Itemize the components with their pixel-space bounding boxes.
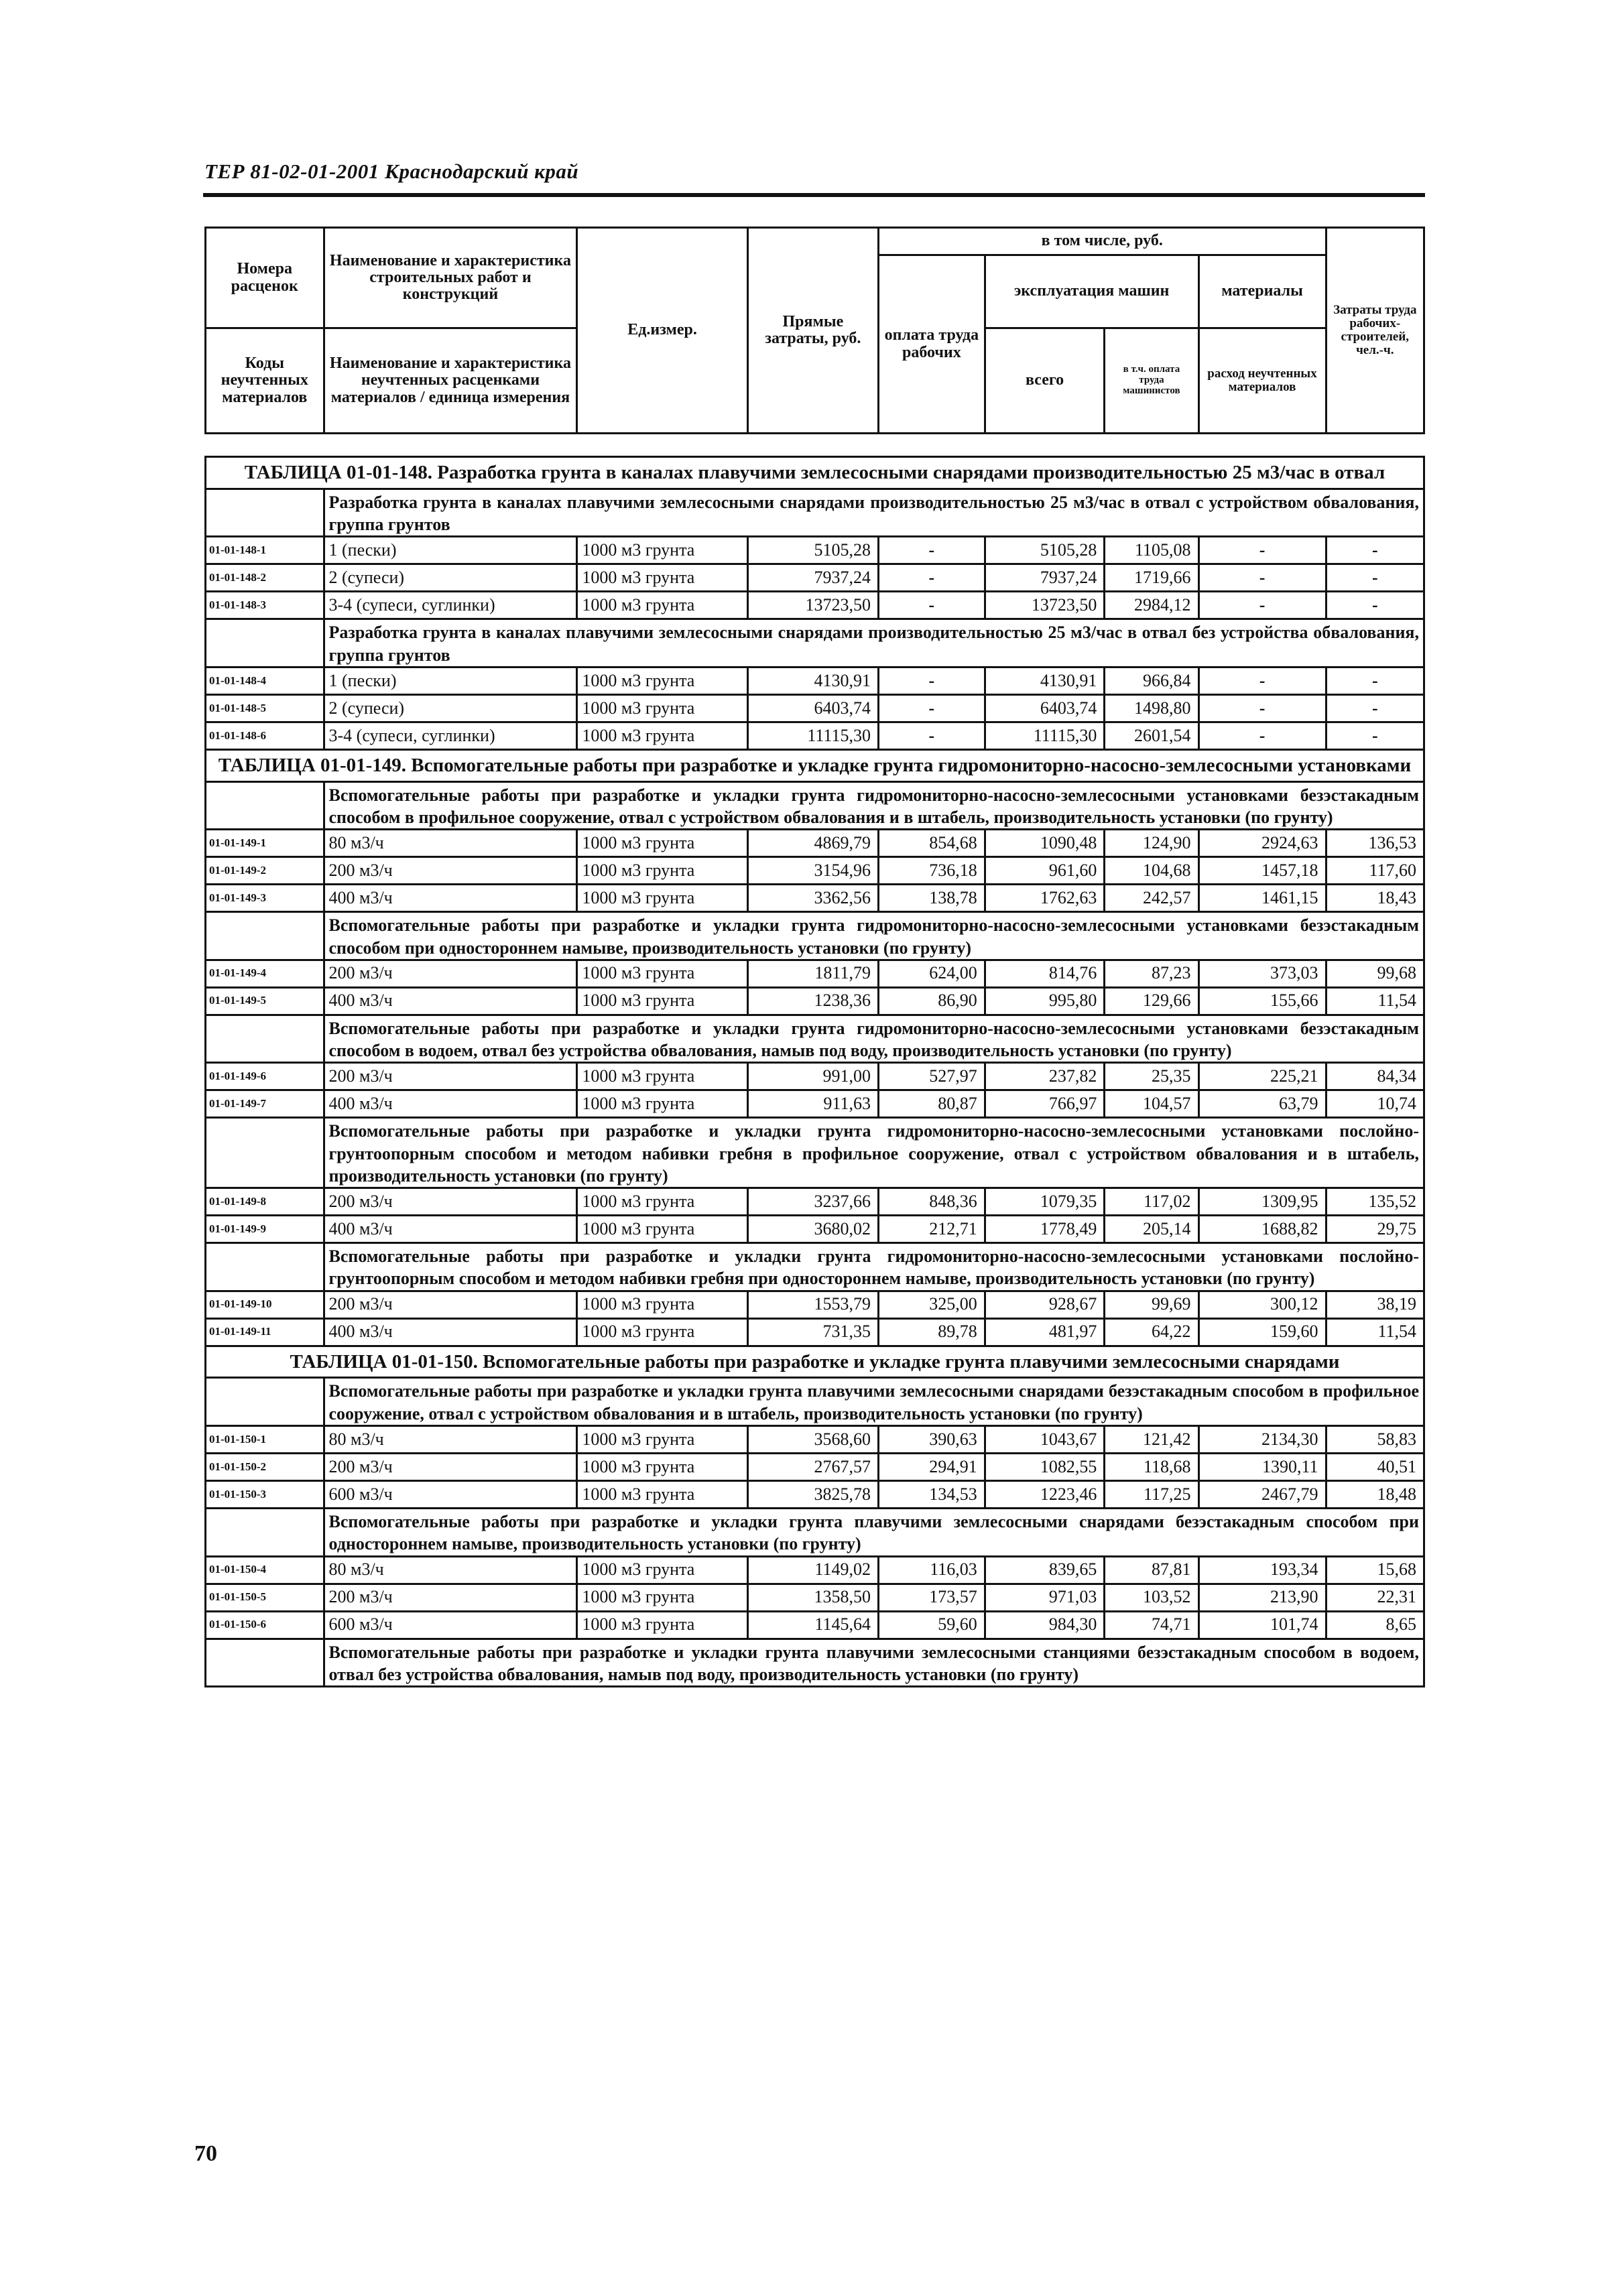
machines-total: 1079,35 — [985, 1188, 1105, 1216]
work-name: 1 (пески) — [324, 667, 577, 694]
materials-cost: 101,74 — [1198, 1611, 1326, 1639]
machines-total: 1090,48 — [985, 830, 1105, 857]
direct-costs: 3362,56 — [747, 885, 878, 912]
unit-of-measure: 1000 м3 грунта — [577, 564, 747, 592]
direct-costs: 11115,30 — [747, 722, 878, 749]
materials-cost: 1390,11 — [1198, 1454, 1326, 1481]
header-including: в том числе, руб. — [878, 228, 1326, 255]
labor-cost: - — [1326, 722, 1424, 749]
materials-cost: 2134,30 — [1198, 1426, 1326, 1454]
group-code-cell — [206, 1118, 324, 1188]
materials-cost: 2467,79 — [1198, 1481, 1326, 1509]
labor-cost: 11,54 — [1326, 1318, 1424, 1346]
table-row — [206, 1090, 1424, 1118]
machinist-wage: 103,52 — [1105, 1584, 1198, 1611]
machines-total: 1778,49 — [985, 1216, 1105, 1243]
direct-costs: 5105,28 — [747, 537, 878, 564]
direct-costs: 991,00 — [747, 1063, 878, 1090]
machinist-wage: 74,71 — [1105, 1611, 1198, 1639]
work-name: 200 м3/ч — [324, 1063, 577, 1090]
unit-of-measure: 1000 м3 грунта — [577, 694, 747, 722]
group-description: Вспомогательные работы при разработке и укладки грунта гидромониторно-насосно-землесосными установками безэстакадным способом в профильное сооружение, отвал с устройством обвалования и в штабель, производительность установки (по грунту) — [324, 781, 1424, 830]
labor-cost: 135,52 — [1326, 1188, 1424, 1216]
machinist-wage: 242,57 — [1105, 885, 1198, 912]
unit-of-measure: 1000 м3 грунта — [577, 537, 747, 564]
labor-cost: - — [1326, 564, 1424, 592]
table-row — [206, 1291, 1424, 1318]
table-row — [206, 1063, 1424, 1090]
machinist-wage: 2601,54 — [1105, 722, 1198, 749]
direct-costs: 3154,96 — [747, 857, 878, 885]
unit-of-measure: 1000 м3 грунта — [577, 592, 747, 619]
machinist-wage: 1498,80 — [1105, 694, 1198, 722]
materials-cost: 193,34 — [1198, 1556, 1326, 1584]
group-description: Вспомогательные работы при разработке и укладки грунта гидромониторно-насосно-землесосными установками безэстакадным способом при одностороннем намыве, производительность установки (по грунту) — [324, 912, 1424, 960]
worker-wage: 86,90 — [878, 987, 985, 1015]
group-row — [206, 619, 1424, 667]
worker-wage: - — [878, 667, 985, 694]
worker-wage: 116,03 — [878, 1556, 985, 1584]
group-row — [206, 781, 1424, 830]
direct-costs: 1358,50 — [747, 1584, 878, 1611]
table-section-title — [206, 457, 1424, 489]
header-code-bottom: Коды неучтенных материалов — [206, 328, 324, 434]
worker-wage: 59,60 — [878, 1611, 985, 1639]
machinist-wage: 966,84 — [1105, 667, 1198, 694]
table-section-title — [206, 1346, 1424, 1378]
direct-costs: 13723,50 — [747, 592, 878, 619]
machines-total: 1082,55 — [985, 1454, 1105, 1481]
machinist-wage: 121,42 — [1105, 1426, 1198, 1454]
running-header: ТЕР 81-02-01-2001 Краснодарский край — [204, 160, 579, 183]
table-row — [206, 592, 1424, 619]
group-row — [206, 489, 1424, 537]
worker-wage: 527,97 — [878, 1063, 985, 1090]
unit-of-measure: 1000 м3 грунта — [577, 987, 747, 1015]
machines-total: 961,60 — [985, 857, 1105, 885]
materials-cost: - — [1198, 592, 1326, 619]
unit-of-measure: 1000 м3 грунта — [577, 1318, 747, 1346]
table-row — [206, 667, 1424, 694]
header-unit: Ед.измер. — [577, 228, 747, 434]
header-machines-total: всего — [985, 328, 1105, 434]
table-row — [206, 987, 1424, 1015]
table-row — [206, 1556, 1424, 1584]
machines-total: 1223,46 — [985, 1481, 1105, 1509]
machinist-wage: 25,35 — [1105, 1063, 1198, 1090]
work-name: 2 (супеси) — [324, 694, 577, 722]
rate-code: 01-01-148-5 — [206, 694, 324, 722]
header-machinist-wage: в т.ч. оплата труда машинистов — [1105, 328, 1198, 434]
group-description: Вспомогательные работы при разработке и укладки грунта гидромониторно-насосно-землесосными установками послойно-грунтоопорным способом и методом набивки гребня при одностороннем намыве, производительность установки (по грунту) — [324, 1243, 1424, 1291]
machinist-wage: 129,66 — [1105, 987, 1198, 1015]
labor-cost: 117,60 — [1326, 857, 1424, 885]
materials-cost: 2924,63 — [1198, 830, 1326, 857]
work-name: 400 м3/ч — [324, 1318, 577, 1346]
table-row — [206, 1188, 1424, 1216]
unit-of-measure: 1000 м3 грунта — [577, 1454, 747, 1481]
direct-costs: 6403,74 — [747, 694, 878, 722]
group-description: Разработка грунта в каналах плавучими землесосными снарядами производительностью 25 м3/час в отвал с устройством обвалования, группа грунтов — [324, 489, 1424, 537]
unit-of-measure: 1000 м3 грунта — [577, 885, 747, 912]
worker-wage: 89,78 — [878, 1318, 985, 1346]
work-name: 400 м3/ч — [324, 1090, 577, 1118]
machines-total: 839,65 — [985, 1556, 1105, 1584]
worker-wage: 212,71 — [878, 1216, 985, 1243]
labor-cost: 11,54 — [1326, 987, 1424, 1015]
materials-cost: 1688,82 — [1198, 1216, 1326, 1243]
work-name: 200 м3/ч — [324, 1584, 577, 1611]
materials-cost: 63,79 — [1198, 1090, 1326, 1118]
header-labor: Затраты труда рабочих-строителей, чел.-ч. — [1326, 228, 1424, 434]
work-name: 200 м3/ч — [324, 1454, 577, 1481]
materials-cost: 225,21 — [1198, 1063, 1326, 1090]
work-name: 200 м3/ч — [324, 1188, 577, 1216]
work-name: 3-4 (супеси, суглинки) — [324, 592, 577, 619]
materials-cost: - — [1198, 694, 1326, 722]
unit-of-measure: 1000 м3 грунта — [577, 857, 747, 885]
machines-total: 481,97 — [985, 1318, 1105, 1346]
group-row — [206, 1509, 1424, 1557]
unit-of-measure: 1000 м3 грунта — [577, 830, 747, 857]
direct-costs: 1149,02 — [747, 1556, 878, 1584]
materials-cost: 155,66 — [1198, 987, 1326, 1015]
unit-of-measure: 1000 м3 грунта — [577, 1216, 747, 1243]
worker-wage: 390,63 — [878, 1426, 985, 1454]
machinist-wage: 104,68 — [1105, 857, 1198, 885]
labor-cost: - — [1326, 537, 1424, 564]
labor-cost: 99,68 — [1326, 960, 1424, 987]
worker-wage: 134,53 — [878, 1481, 985, 1509]
header-materials: материалы — [1198, 255, 1326, 328]
unit-of-measure: 1000 м3 грунта — [577, 1556, 747, 1584]
table-body — [206, 434, 1424, 1687]
header-rule — [203, 193, 1425, 197]
machinist-wage: 117,25 — [1105, 1481, 1198, 1509]
rate-code: 01-01-149-5 — [206, 987, 324, 1015]
machinist-wage: 64,22 — [1105, 1318, 1198, 1346]
group-code-cell — [206, 1015, 324, 1063]
direct-costs: 4869,79 — [747, 830, 878, 857]
rates-table — [204, 227, 1425, 1687]
header-code-top: Номера расценок — [206, 228, 324, 328]
machines-total: 766,97 — [985, 1090, 1105, 1118]
unit-of-measure: 1000 м3 грунта — [577, 1426, 747, 1454]
machines-total: 1762,63 — [985, 885, 1105, 912]
unit-of-measure: 1000 м3 грунта — [577, 1611, 747, 1639]
unit-of-measure: 1000 м3 грунта — [577, 1188, 747, 1216]
table-row — [206, 537, 1424, 564]
direct-costs: 4130,91 — [747, 667, 878, 694]
table-row — [206, 830, 1424, 857]
labor-cost: 40,51 — [1326, 1454, 1424, 1481]
group-code-cell — [206, 619, 324, 667]
rate-code: 01-01-149-1 — [206, 830, 324, 857]
table-row — [206, 1216, 1424, 1243]
group-row — [206, 1378, 1424, 1426]
group-description: Вспомогательные работы при разработке и укладки грунта гидромониторно-насосно-землесосными установками безэстакадным способом в водоем, отвал без устройства обвалования, намыв под воду, производительность установки (по грунту) — [324, 1015, 1424, 1063]
unit-of-measure: 1000 м3 грунта — [577, 1584, 747, 1611]
rate-code: 01-01-149-9 — [206, 1216, 324, 1243]
labor-cost: 84,34 — [1326, 1063, 1424, 1090]
rate-code: 01-01-150-5 — [206, 1584, 324, 1611]
group-description: Разработка грунта в каналах плавучими землесосными снарядами производительностью 25 м3/час в отвал без устройства обвалования, группа грунтов — [324, 619, 1424, 667]
machines-total: 7937,24 — [985, 564, 1105, 592]
rate-code: 01-01-150-3 — [206, 1481, 324, 1509]
labor-cost: 58,83 — [1326, 1426, 1424, 1454]
labor-cost: - — [1326, 592, 1424, 619]
rate-code: 01-01-150-1 — [206, 1426, 324, 1454]
table-title: ТАБЛИЦА 01-01-149. Вспомогательные работы при разработке и укладке грунта гидромониторно-насосно-землесосными установками — [206, 749, 1424, 781]
labor-cost: 8,65 — [1326, 1611, 1424, 1639]
materials-cost: 1457,18 — [1198, 857, 1326, 885]
worker-wage: 138,78 — [878, 885, 985, 912]
materials-cost: - — [1198, 537, 1326, 564]
work-name: 80 м3/ч — [324, 1426, 577, 1454]
group-code-cell — [206, 489, 324, 537]
direct-costs: 731,35 — [747, 1318, 878, 1346]
machinist-wage: 124,90 — [1105, 830, 1198, 857]
table-header — [206, 228, 1424, 434]
labor-cost: 18,48 — [1326, 1481, 1424, 1509]
group-description: Вспомогательные работы при разработке и укладки грунта гидромониторно-насосно-землесосными установками послойно-грунтоопорным способом и методом набивки гребня в профильное сооружение, отвал с устройством обвалования и в штабель, производительность установки (по грунту) — [324, 1118, 1424, 1188]
group-row — [206, 1015, 1424, 1063]
machinist-wage: 1105,08 — [1105, 537, 1198, 564]
machinist-wage: 1719,66 — [1105, 564, 1198, 592]
direct-costs: 3237,66 — [747, 1188, 878, 1216]
group-code-cell — [206, 1509, 324, 1557]
direct-costs: 3568,60 — [747, 1426, 878, 1454]
materials-cost: - — [1198, 667, 1326, 694]
work-name: 1 (пески) — [324, 537, 577, 564]
group-description: Вспомогательные работы при разработке и укладки грунта плавучими землесосными снарядами безэстакадным способом при одностороннем намыве, производительность установки (по грунту) — [324, 1509, 1424, 1557]
materials-cost: 373,03 — [1198, 960, 1326, 987]
work-name: 80 м3/ч — [324, 830, 577, 857]
worker-wage: 325,00 — [878, 1291, 985, 1318]
machines-total: 1043,67 — [985, 1426, 1105, 1454]
unit-of-measure: 1000 м3 грунта — [577, 960, 747, 987]
rate-code: 01-01-148-6 — [206, 722, 324, 749]
machinist-wage: 205,14 — [1105, 1216, 1198, 1243]
materials-cost: 159,60 — [1198, 1318, 1326, 1346]
rate-code: 01-01-149-6 — [206, 1063, 324, 1090]
machines-total: 928,67 — [985, 1291, 1105, 1318]
worker-wage: 80,87 — [878, 1090, 985, 1118]
labor-cost: 29,75 — [1326, 1216, 1424, 1243]
direct-costs: 1145,64 — [747, 1611, 878, 1639]
direct-costs: 1553,79 — [747, 1291, 878, 1318]
rate-code: 01-01-148-4 — [206, 667, 324, 694]
materials-cost: 1309,95 — [1198, 1188, 1326, 1216]
work-name: 80 м3/ч — [324, 1556, 577, 1584]
rate-code: 01-01-149-8 — [206, 1188, 324, 1216]
rate-code: 01-01-148-2 — [206, 564, 324, 592]
table-row — [206, 564, 1424, 592]
rate-code: 01-01-149-7 — [206, 1090, 324, 1118]
group-code-cell — [206, 1243, 324, 1291]
work-name: 200 м3/ч — [324, 960, 577, 987]
table-title: ТАБЛИЦА 01-01-150. Вспомогательные работы при разработке и укладке грунта плавучими землесосными снарядами — [206, 1346, 1424, 1378]
work-name: 600 м3/ч — [324, 1481, 577, 1509]
table-row — [206, 1481, 1424, 1509]
machines-total: 237,82 — [985, 1063, 1105, 1090]
labor-cost: 10,74 — [1326, 1090, 1424, 1118]
work-name: 200 м3/ч — [324, 1291, 577, 1318]
group-description: Вспомогательные работы при разработке и укладки грунта плавучими землесосными станциями безэстакадным способом в водоем, отвал без устройства обвалования, намыв под воду, производительность установки (по грунту) — [324, 1639, 1424, 1687]
group-code-cell — [206, 912, 324, 960]
table-row — [206, 1426, 1424, 1454]
direct-costs: 1811,79 — [747, 960, 878, 987]
rate-code: 01-01-150-2 — [206, 1454, 324, 1481]
labor-cost: 136,53 — [1326, 830, 1424, 857]
table-row — [206, 1584, 1424, 1611]
work-name: 400 м3/ч — [324, 987, 577, 1015]
header-materials-consumption: расход неучтенных материалов — [1198, 328, 1326, 434]
work-name: 400 м3/ч — [324, 885, 577, 912]
direct-costs: 2767,57 — [747, 1454, 878, 1481]
direct-costs: 3825,78 — [747, 1481, 878, 1509]
header-name-bottom: Наименование и характеристика неучтенных расценками материалов / единица измерения — [324, 328, 577, 434]
rate-code: 01-01-150-6 — [206, 1611, 324, 1639]
worker-wage: 854,68 — [878, 830, 985, 857]
labor-cost: 15,68 — [1326, 1556, 1424, 1584]
header-wage: оплата труда рабочих — [878, 255, 985, 434]
worker-wage: - — [878, 694, 985, 722]
direct-costs: 911,63 — [747, 1090, 878, 1118]
machines-total: 984,30 — [985, 1611, 1105, 1639]
header-machines: эксплуатация машин — [985, 255, 1198, 328]
machinist-wage: 2984,12 — [1105, 592, 1198, 619]
materials-cost: 213,90 — [1198, 1584, 1326, 1611]
work-name: 400 м3/ч — [324, 1216, 577, 1243]
group-row — [206, 1243, 1424, 1291]
group-code-cell — [206, 781, 324, 830]
materials-cost: 1461,15 — [1198, 885, 1326, 912]
labor-cost: 38,19 — [1326, 1291, 1424, 1318]
rate-code: 01-01-149-4 — [206, 960, 324, 987]
header-direct-costs: Прямые затраты, руб. — [747, 228, 878, 434]
header-spacer — [206, 434, 1424, 457]
worker-wage: - — [878, 722, 985, 749]
header-name-top: Наименование и характеристика строительных работ и конструкций — [324, 228, 577, 328]
table-row — [206, 694, 1424, 722]
labor-cost: - — [1326, 694, 1424, 722]
group-description: Вспомогательные работы при разработке и укладки грунта плавучими землесосными снарядами безэстакадным способом в профильное сооружение, отвал с устройством обвалования и в штабель, производительность установки (по грунту) — [324, 1378, 1424, 1426]
group-code-cell — [206, 1639, 324, 1687]
direct-costs: 3680,02 — [747, 1216, 878, 1243]
materials-cost: 300,12 — [1198, 1291, 1326, 1318]
machinist-wage: 117,02 — [1105, 1188, 1198, 1216]
rate-code: 01-01-149-10 — [206, 1291, 324, 1318]
table-row — [206, 1454, 1424, 1481]
machines-total: 6403,74 — [985, 694, 1105, 722]
table-title: ТАБЛИЦА 01-01-148. Разработка грунта в каналах плавучими землесосными снарядами производительностью 25 м3/час в отвал — [206, 457, 1424, 489]
group-row — [206, 1118, 1424, 1188]
unit-of-measure: 1000 м3 грунта — [577, 722, 747, 749]
unit-of-measure: 1000 м3 грунта — [577, 1291, 747, 1318]
work-name: 3-4 (супеси, суглинки) — [324, 722, 577, 749]
worker-wage: 173,57 — [878, 1584, 985, 1611]
machinist-wage: 118,68 — [1105, 1454, 1198, 1481]
table-row — [206, 722, 1424, 749]
materials-cost: - — [1198, 564, 1326, 592]
machinist-wage: 87,23 — [1105, 960, 1198, 987]
group-row — [206, 1639, 1424, 1687]
machinist-wage: 99,69 — [1105, 1291, 1198, 1318]
unit-of-measure: 1000 м3 грунта — [577, 1063, 747, 1090]
table-section-title — [206, 749, 1424, 781]
labor-cost: 18,43 — [1326, 885, 1424, 912]
machinist-wage: 87,81 — [1105, 1556, 1198, 1584]
group-code-cell — [206, 1378, 324, 1426]
worker-wage: 848,36 — [878, 1188, 985, 1216]
page-number: 70 — [194, 2141, 217, 2166]
rate-code: 01-01-150-4 — [206, 1556, 324, 1584]
machines-total: 4130,91 — [985, 667, 1105, 694]
machines-total: 814,76 — [985, 960, 1105, 987]
rate-code: 01-01-148-1 — [206, 537, 324, 564]
worker-wage: - — [878, 564, 985, 592]
rate-code: 01-01-148-3 — [206, 592, 324, 619]
table-row — [206, 857, 1424, 885]
table-row — [206, 960, 1424, 987]
machines-total: 13723,50 — [985, 592, 1105, 619]
work-name: 600 м3/ч — [324, 1611, 577, 1639]
worker-wage: - — [878, 592, 985, 619]
work-name: 2 (супеси) — [324, 564, 577, 592]
table-row — [206, 1318, 1424, 1346]
worker-wage: - — [878, 537, 985, 564]
rate-code: 01-01-149-3 — [206, 885, 324, 912]
direct-costs: 7937,24 — [747, 564, 878, 592]
rate-code: 01-01-149-2 — [206, 857, 324, 885]
machines-total: 5105,28 — [985, 537, 1105, 564]
direct-costs: 1238,36 — [747, 987, 878, 1015]
materials-cost: - — [1198, 722, 1326, 749]
unit-of-measure: 1000 м3 грунта — [577, 1481, 747, 1509]
table-row — [206, 885, 1424, 912]
work-name: 200 м3/ч — [324, 857, 577, 885]
worker-wage: 624,00 — [878, 960, 985, 987]
table-row — [206, 1611, 1424, 1639]
labor-cost: 22,31 — [1326, 1584, 1424, 1611]
machines-total: 971,03 — [985, 1584, 1105, 1611]
unit-of-measure: 1000 м3 грунта — [577, 1090, 747, 1118]
labor-cost: - — [1326, 667, 1424, 694]
unit-of-measure: 1000 м3 грунта — [577, 667, 747, 694]
machines-total: 995,80 — [985, 987, 1105, 1015]
machines-total: 11115,30 — [985, 722, 1105, 749]
group-row — [206, 912, 1424, 960]
worker-wage: 294,91 — [878, 1454, 985, 1481]
worker-wage: 736,18 — [878, 857, 985, 885]
machinist-wage: 104,57 — [1105, 1090, 1198, 1118]
rate-code: 01-01-149-11 — [206, 1318, 324, 1346]
